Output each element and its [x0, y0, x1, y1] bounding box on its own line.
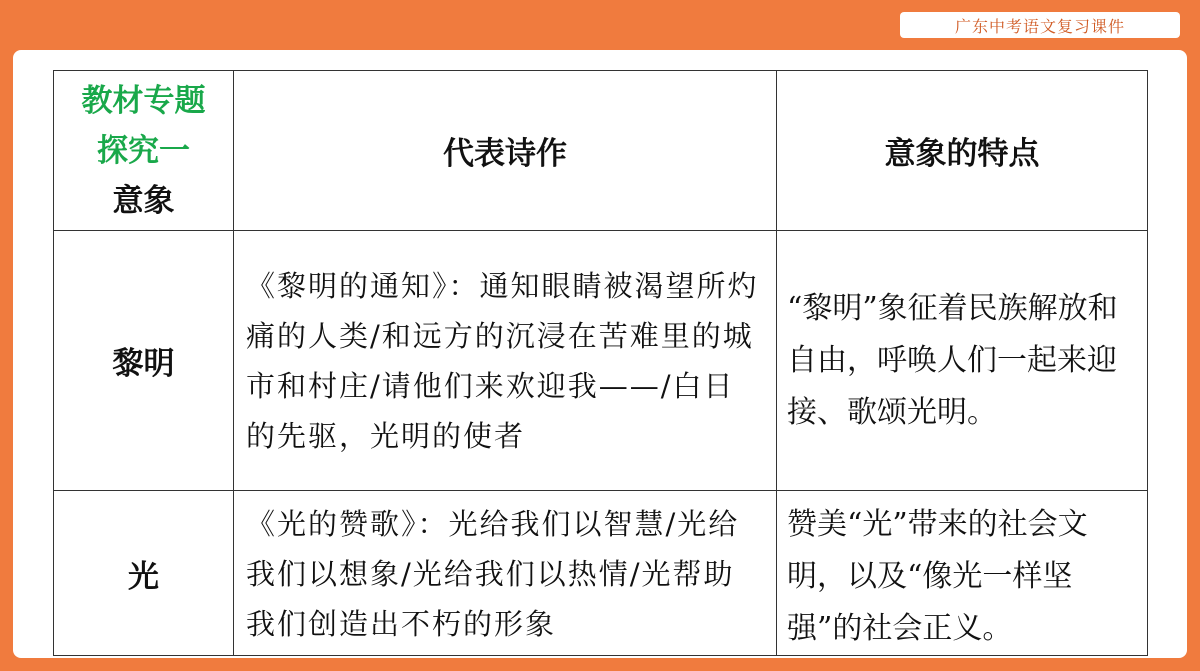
column-header-feature: 意象的特点: [777, 71, 1148, 231]
topic-label-line3: 意象: [112, 182, 175, 219]
imagery-term: 黎明: [54, 231, 234, 491]
imagery-feature: 赞美“光”带来的社会文明，以及“像光一样坚强”的社会正义。: [777, 491, 1148, 656]
column-header-poem: 代表诗作: [234, 71, 777, 231]
imagery-term: 光: [54, 491, 234, 656]
table-row: [54, 491, 1148, 656]
imagery-table: [53, 70, 1148, 656]
table-row: [54, 231, 1148, 491]
poem-excerpt: 《黎明的通知》：通知眼睛被渴望所灼痛的人类/和远方的沉浸在苦难里的城市和村庄/请他们来欢迎我——/白日的先驱，光明的使者: [234, 231, 777, 491]
poem-excerpt: 《光的赞歌》：光给我们以智慧/光给我们以想象/光给我们以热情/光帮助我们创造出不朽的形象: [234, 491, 777, 656]
topic-label-line1: 教材专题: [81, 82, 206, 119]
corner-cell: [54, 71, 234, 231]
imagery-feature: “黎明”象征着民族解放和自由，呼唤人们一起来迎接、歌颂光明。: [777, 231, 1148, 491]
table-header-row: [54, 71, 1148, 231]
course-badge: 广东中考语文复习课件: [900, 12, 1180, 38]
topic-label-line2: 探究一: [97, 132, 190, 169]
